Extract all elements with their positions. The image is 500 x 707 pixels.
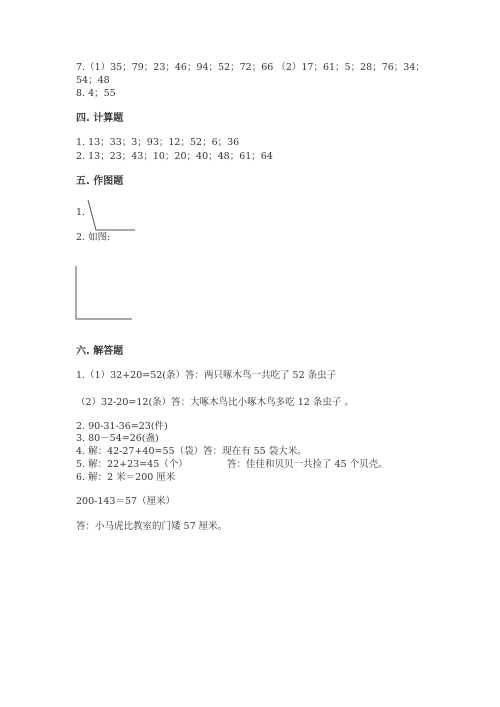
drawing-q1-label: 1. [76, 207, 86, 218]
answer-word-6: 6. 解：2 米＝200 厘米 [76, 472, 176, 483]
answer-word-5: 5. 解：22+23=45（个） 答：佳佳和贝贝一共捡了 45 个贝壳。 [76, 459, 388, 470]
drawing-q2-right-angle [73, 264, 143, 324]
answer-calc-2: 2. 13；23；43；10；20；40；48；61；64 [76, 151, 273, 162]
answer-q7-line1: 7.（1）35；79；23；46；94；52；72；66 （2）17；61；5；28；76；34； [76, 62, 425, 73]
answer-word-2: 2. 90-31-36=23(件) [76, 421, 168, 432]
answer-q8: 8. 4；55 [76, 88, 116, 99]
answer-calc-1: 1. 13；33；3；93；12；52；6；36 [76, 137, 240, 148]
answer-word-1-part2: （2）32-20=12(条）答：大啄木鸟比小啄木鸟多吃 12 条虫子 。 [76, 397, 354, 408]
drawing-q2-label: 2. 如图: [76, 232, 111, 243]
section-5-heading: 五. 作图题 [76, 176, 124, 187]
section-6-heading: 六. 解答题 [76, 346, 124, 357]
answer-word-3: 3. 80－54=26(盏) [76, 433, 159, 444]
answer-word-1-part1: 1.（1）32+20=52(条）答：两只啄木鸟一共吃了 52 条虫子 [76, 370, 337, 381]
answer-word-4: 4. 解：42-27+40=55（袋）答：现在有 55 袋大米。 [76, 446, 307, 457]
answer-word-6-calc: 200-143＝57（厘米） [76, 496, 176, 507]
answer-q7-line2: 54；48 [76, 75, 110, 86]
answer-word-6-answer: 答：小马虎比教室的门矮 57 厘米。 [76, 521, 228, 532]
section-4-heading: 四. 计算题 [76, 113, 124, 124]
